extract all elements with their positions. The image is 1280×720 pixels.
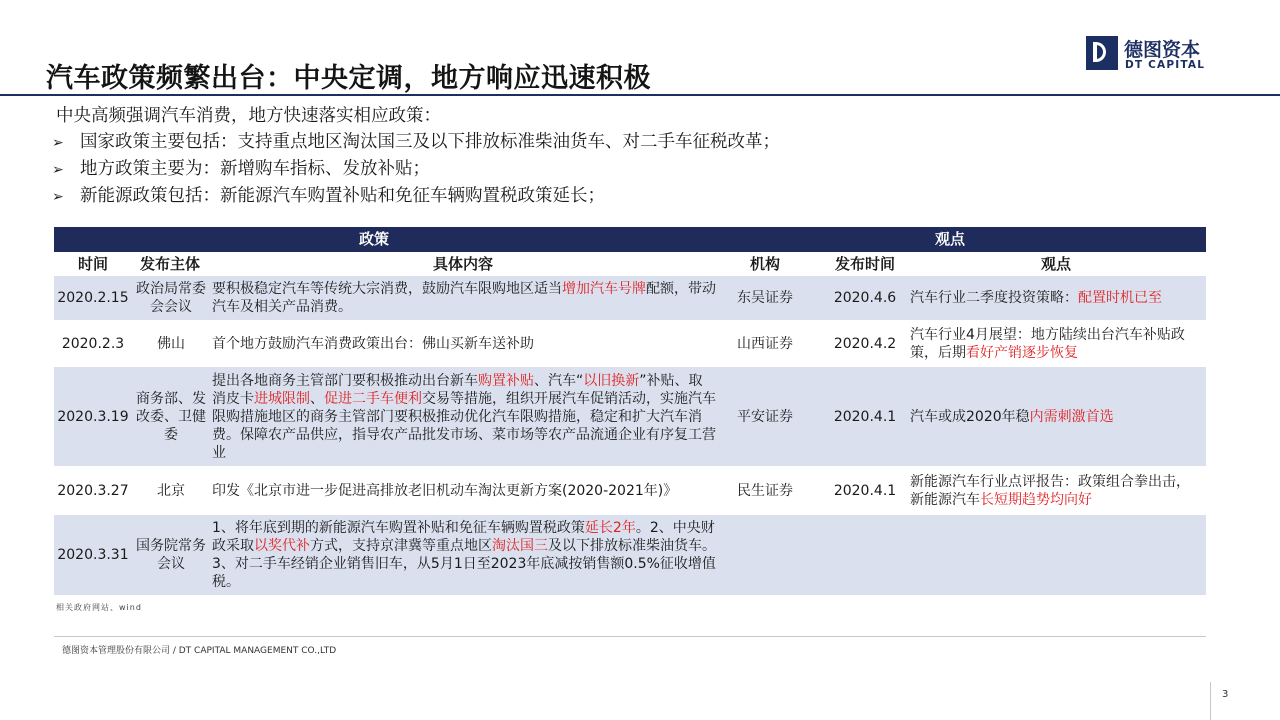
cell-issuer: 政治局常委会会议	[136, 281, 206, 315]
cell-text: 首个地方鼓励汽车消费政策出台：佛山买新车送补助	[212, 335, 534, 352]
cell-date: 2020.3.19	[57, 408, 129, 425]
footer-divider	[54, 636, 1206, 637]
page-title: 汽车政策频繁出台：中央定调，地方响应迅速积极	[46, 63, 651, 94]
arrow-bullet-icon: ➢	[52, 189, 64, 205]
company-logo	[1086, 36, 1210, 72]
bullet-national	[52, 130, 780, 155]
footer-company: 德图资本管理股份有限公司 / DT CAPITAL MANAGEMENT CO.,LTD	[62, 646, 337, 656]
cell-view	[910, 515, 1200, 595]
bullet-text: 新能源政策包括：新能源汽车购置补贴和免征车辆购置税政策延长；	[80, 186, 605, 206]
cell-text: 汽车行业4月展望：地方陆续出台汽车补贴政策，后期	[910, 326, 1185, 361]
cell-date: 2020.3.31	[57, 547, 129, 563]
cell-view	[910, 322, 1200, 365]
bullet-text: 地方政策主要为：新增购车指标、发放补贴；	[80, 159, 430, 179]
cell-institution: 东吴证券	[737, 290, 793, 306]
cell-date: 2020.2.15	[57, 290, 129, 306]
cell-text: 印发《北京市进一步促进高排放老旧机动车淘汰更新方案(2020-2021年)》	[212, 482, 678, 499]
highlight-text: 内需刺激首选	[1029, 408, 1114, 425]
cell-text: 汽车行业二季度投资策略：	[910, 290, 1078, 306]
cell-content	[212, 468, 716, 513]
table-row	[54, 322, 1206, 365]
arrow-bullet-icon: ➢	[52, 135, 64, 151]
highlight-text: 配置时机已至	[1078, 290, 1162, 306]
cell-institution	[718, 515, 812, 595]
group-header-policy: 政策	[54, 227, 694, 252]
intro-text: 中央高频强调汽车消费，地方快速落实相应政策：	[56, 106, 441, 126]
bullet-text: 国家政策主要包括：支持重点地区淘汰国三及以下排放标准柴油货车、对二手车征税改革；	[80, 132, 780, 152]
highlight-text: 进城限制	[254, 390, 310, 407]
bullet-local	[52, 157, 430, 182]
cell-text: 提出各地商务主管部门要积极推动出台新车	[212, 372, 478, 389]
cell-text: 1、将年底到期的新能源汽车购置补贴和免征车辆购置税政策	[212, 520, 585, 536]
cell-institution: 民生证券	[737, 482, 793, 499]
highlight-text: 以旧换新	[583, 372, 640, 389]
cell-date: 2020.2.3	[61, 335, 125, 352]
table-row	[54, 367, 1206, 466]
highlight-text: 增加汽车号牌	[562, 281, 646, 297]
cell-pub-date: 2020.4.6	[833, 290, 897, 306]
cell-pub-date	[812, 515, 918, 595]
col-header-institution: 机构	[749, 255, 780, 273]
cell-text: 汽车或成2020年稳	[910, 408, 1030, 425]
cell-text: 方式，支持京津冀等重点地区	[310, 538, 492, 554]
cell-pub-date: 2020.4.1	[833, 482, 897, 499]
cell-date: 2020.3.27	[57, 482, 129, 499]
col-header-issuer: 发布主体	[139, 255, 200, 273]
cell-text: 及以下排放标准柴油货车。3、对二手车经销企业销售旧车，从5月1日至2023年底减按销售额0.5%征收增值税。	[212, 538, 716, 590]
col-header-date: 时间	[77, 255, 108, 273]
highlight-text: 长短期趋势均向好	[980, 491, 1092, 508]
table-row	[54, 276, 1206, 320]
highlight-text: 以奖代补	[254, 538, 310, 554]
highlight-text: 促进二手车便利	[324, 390, 422, 407]
cell-issuer: 佛山	[157, 335, 185, 352]
cell-text: 、汽车“	[534, 372, 584, 389]
col-header-content: 具体内容	[432, 255, 493, 273]
cell-text: 交易等措施，组织开展汽车促销活动，实施汽车限购措施地区的商务主管部门要积极推动优化汽车限购措施，稳定和扩大汽车消费。保障农产品供应，指导农产品批发市场、菜市场等农产品流通企业有序复工营业	[212, 390, 716, 461]
highlight-text: 购置补贴	[478, 372, 534, 389]
cell-content	[212, 515, 716, 595]
highlight-text: 延长2年	[584, 520, 636, 536]
cell-issuer: 国务院常务会议	[136, 538, 206, 572]
table-row	[54, 515, 1206, 595]
logo-cn-text: 德图资本	[1124, 39, 1201, 61]
page-number: 3	[1222, 689, 1229, 700]
logo-d-icon	[1086, 36, 1118, 70]
col-header-view: 观点	[1040, 255, 1071, 273]
cell-text: 、	[310, 390, 324, 407]
cell-text: ”补贴、取消皮卡	[212, 372, 703, 407]
source-note: 相关政府网站、wind	[56, 603, 142, 612]
logo-en-text: DT CAPITAL	[1125, 59, 1206, 71]
cell-content	[212, 367, 716, 466]
cell-pub-date: 2020.4.1	[833, 408, 897, 425]
highlight-text: 淘汰国三	[492, 538, 548, 554]
table-row	[54, 468, 1206, 513]
cell-content	[212, 322, 716, 365]
cell-text: 要积极稳定汽车等传统大宗消费，鼓励汽车限购地区适当	[212, 281, 562, 297]
cell-text: 配额，带动汽车及相关产品消费。	[212, 281, 716, 315]
cell-view	[910, 468, 1200, 513]
col-header-pub-date: 发布时间	[834, 255, 895, 273]
group-header-view: 观点	[694, 227, 1206, 252]
cell-text: 。2、中央财政采取	[212, 520, 715, 554]
arrow-bullet-icon: ➢	[52, 162, 64, 178]
highlight-text: 看好产销逐步恢复	[966, 344, 1078, 361]
bullet-nev	[52, 184, 605, 209]
cell-view	[910, 276, 1200, 320]
cell-view	[910, 367, 1200, 466]
cell-institution: 平安证券	[737, 408, 793, 425]
cell-pub-date: 2020.4.2	[833, 335, 897, 352]
cell-issuer: 商务部、发改委、卫健委	[136, 390, 206, 443]
title-divider	[0, 94, 1280, 96]
corner-divider	[1210, 682, 1211, 720]
cell-content	[212, 276, 716, 320]
cell-institution: 山西证券	[737, 335, 793, 352]
cell-text: 新能源汽车行业点评报告：政策组合拳出击，新能源汽车	[910, 473, 1190, 508]
cell-issuer: 北京	[157, 482, 185, 499]
